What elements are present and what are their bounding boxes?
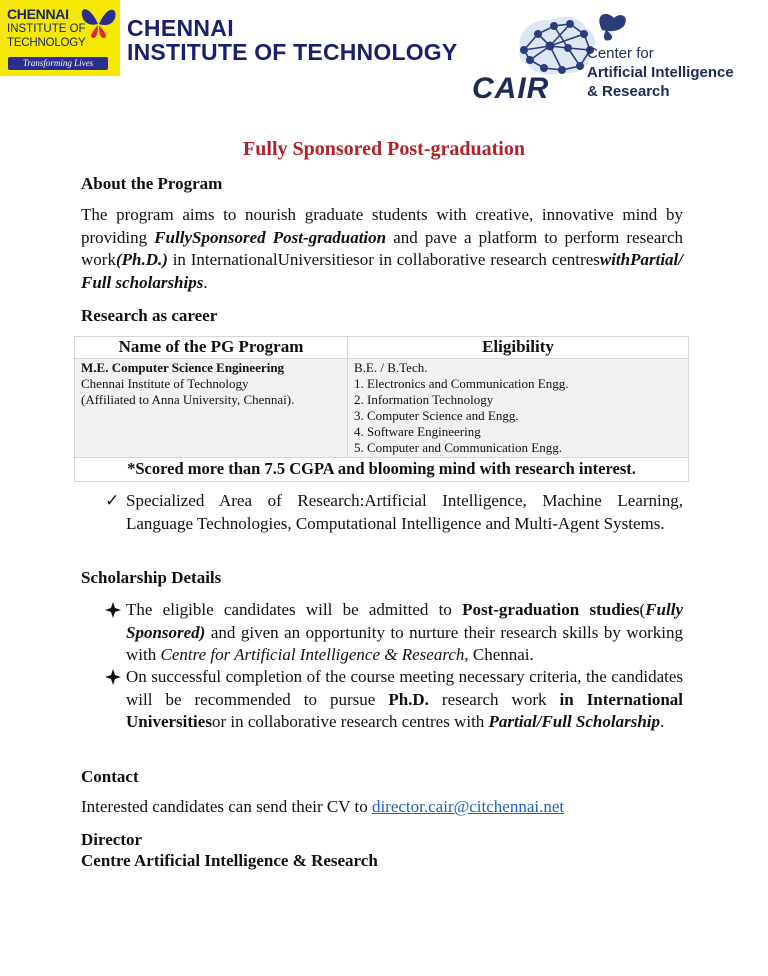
checkmark-icon: ✓: [105, 491, 120, 510]
butterfly-icon: [78, 2, 118, 42]
cair-subtitle: [587, 44, 734, 101]
scholarship-item-2-text: [126, 666, 683, 734]
institute-name: [127, 16, 457, 64]
scholarship-item-1: [105, 599, 683, 667]
eligibility-item: 4. Software Engineering: [354, 424, 481, 439]
s1-bold-1: Post-graduation studies: [462, 600, 640, 619]
cair-subtitle-line1: Center for: [587, 45, 654, 62]
cair-logo: [472, 10, 752, 105]
cit-logo-line3: TECHNOLOGY: [7, 37, 86, 49]
program-institute: Chennai Institute of Technology: [81, 376, 249, 391]
program-affiliation: (Affiliated to Anna University, Chennai).: [81, 392, 295, 407]
s1-italic: Centre for Artificial Intelligence & Research: [160, 645, 465, 664]
about-text-2: and pave a platform to perform research work: [81, 227, 684, 269]
eligibility-item: 2. Information Technology: [354, 392, 494, 407]
about-emph-2: (Ph.D.): [115, 250, 168, 269]
eligibility-item: 3. Computer Science and Engg.: [354, 408, 519, 423]
table-note-row: [75, 458, 689, 482]
s2-bold-1: Ph.D.: [388, 689, 429, 709]
about-emph-1: FullySponsored Post-graduation: [154, 227, 387, 247]
cair-subtitle-line3: & Research: [587, 83, 670, 100]
cit-logo-line2: INSTITUTE OF: [7, 23, 86, 35]
institute-name-line2: INSTITUTE OF TECHNOLOGY: [127, 39, 458, 65]
s1-text-4: , Chennai.: [464, 645, 534, 664]
col-header-program: Name of the PG Program: [75, 337, 348, 359]
table-row: [75, 359, 689, 458]
cit-logo-tagline: Transforming Lives: [8, 57, 108, 70]
research-heading: Research as career: [81, 306, 218, 325]
program-cell: [75, 359, 348, 458]
institute-name-line1: CHENNAI: [127, 15, 234, 41]
signature-org: Centre Artificial Intelligence & Research: [81, 851, 378, 870]
s2-bold-2: in International Universities: [126, 689, 683, 731]
about-text-1: The program aims to nourish graduate students with creative, innovative mind by providing: [81, 205, 683, 247]
specialized-area-text: Specialized Area of Research:Artificial Intelligence, Machine Learning, Language Technologies, Computational Intelligence and Multi-Agent Systems.: [126, 491, 683, 533]
s2-bold-italic: Partial/Full Scholarship: [488, 712, 661, 731]
diamond-bullet-icon: [105, 669, 121, 685]
page-title: Fully Sponsored Post-graduation: [243, 138, 525, 160]
s1-text-2: (: [639, 600, 646, 619]
about-heading: About the Program: [81, 174, 223, 193]
cair-wordmark: CAIR: [472, 72, 550, 105]
scholarship-item-1-text: [126, 599, 683, 667]
s2-text-4: .: [660, 712, 665, 731]
contact-sentence: Interested candidates can send their CV to: [81, 797, 372, 816]
contact-text: [81, 796, 683, 819]
s1-text-3: and given an opportunity to nurture their research skills by working with: [126, 622, 683, 664]
eligibility-item: 1. Electronics and Communication Engg.: [354, 376, 569, 391]
cit-logo-line1: CHENNAI: [7, 6, 69, 22]
about-text-3: in InternationalUniversitiesor in collaborative research centres: [167, 250, 600, 269]
s2-text-3: or in collaborative research centres with: [211, 712, 489, 731]
about-paragraph: [81, 204, 683, 294]
cair-subtitle-line2: Artificial Intelligence: [587, 64, 734, 81]
cgpa-note: *Scored more than 7.5 CGPA and blooming mind with research interest.: [75, 458, 689, 482]
scholarship-heading: Scholarship Details: [81, 568, 222, 587]
s1-bold-italic: Fully Sponsored): [126, 600, 683, 642]
program-table: [74, 336, 689, 482]
eligibility-degree: B.E. / B.Tech.: [354, 360, 428, 375]
s2-text-2: research work: [428, 689, 560, 709]
about-text-4: .: [203, 272, 208, 292]
s2-text-1: On successful completion of the course meeting necessary criteria, the candidates will be recommended to pursue: [126, 667, 683, 709]
program-name: M.E. Computer Science Engineering: [81, 360, 285, 375]
col-header-eligibility: Eligibility: [348, 337, 689, 359]
eligibility-item: 5. Computer and Communication Engg.: [354, 440, 562, 455]
cit-logo: [0, 0, 120, 76]
contact-heading: Contact: [81, 767, 139, 786]
about-emph-3: withPartial/ Full scholarships: [81, 250, 683, 292]
specialized-area-item: [105, 490, 683, 535]
diamond-bullet-icon: [105, 602, 121, 618]
email-link[interactable]: director.cair@citchennai.net: [371, 797, 565, 816]
signature-title: Director: [81, 830, 143, 849]
scholarship-item-2: [105, 666, 683, 734]
eligibility-cell: [348, 359, 689, 458]
table-header-row: [75, 337, 689, 359]
s1-text-1: The eligible candidates will be admitted to: [126, 600, 463, 619]
